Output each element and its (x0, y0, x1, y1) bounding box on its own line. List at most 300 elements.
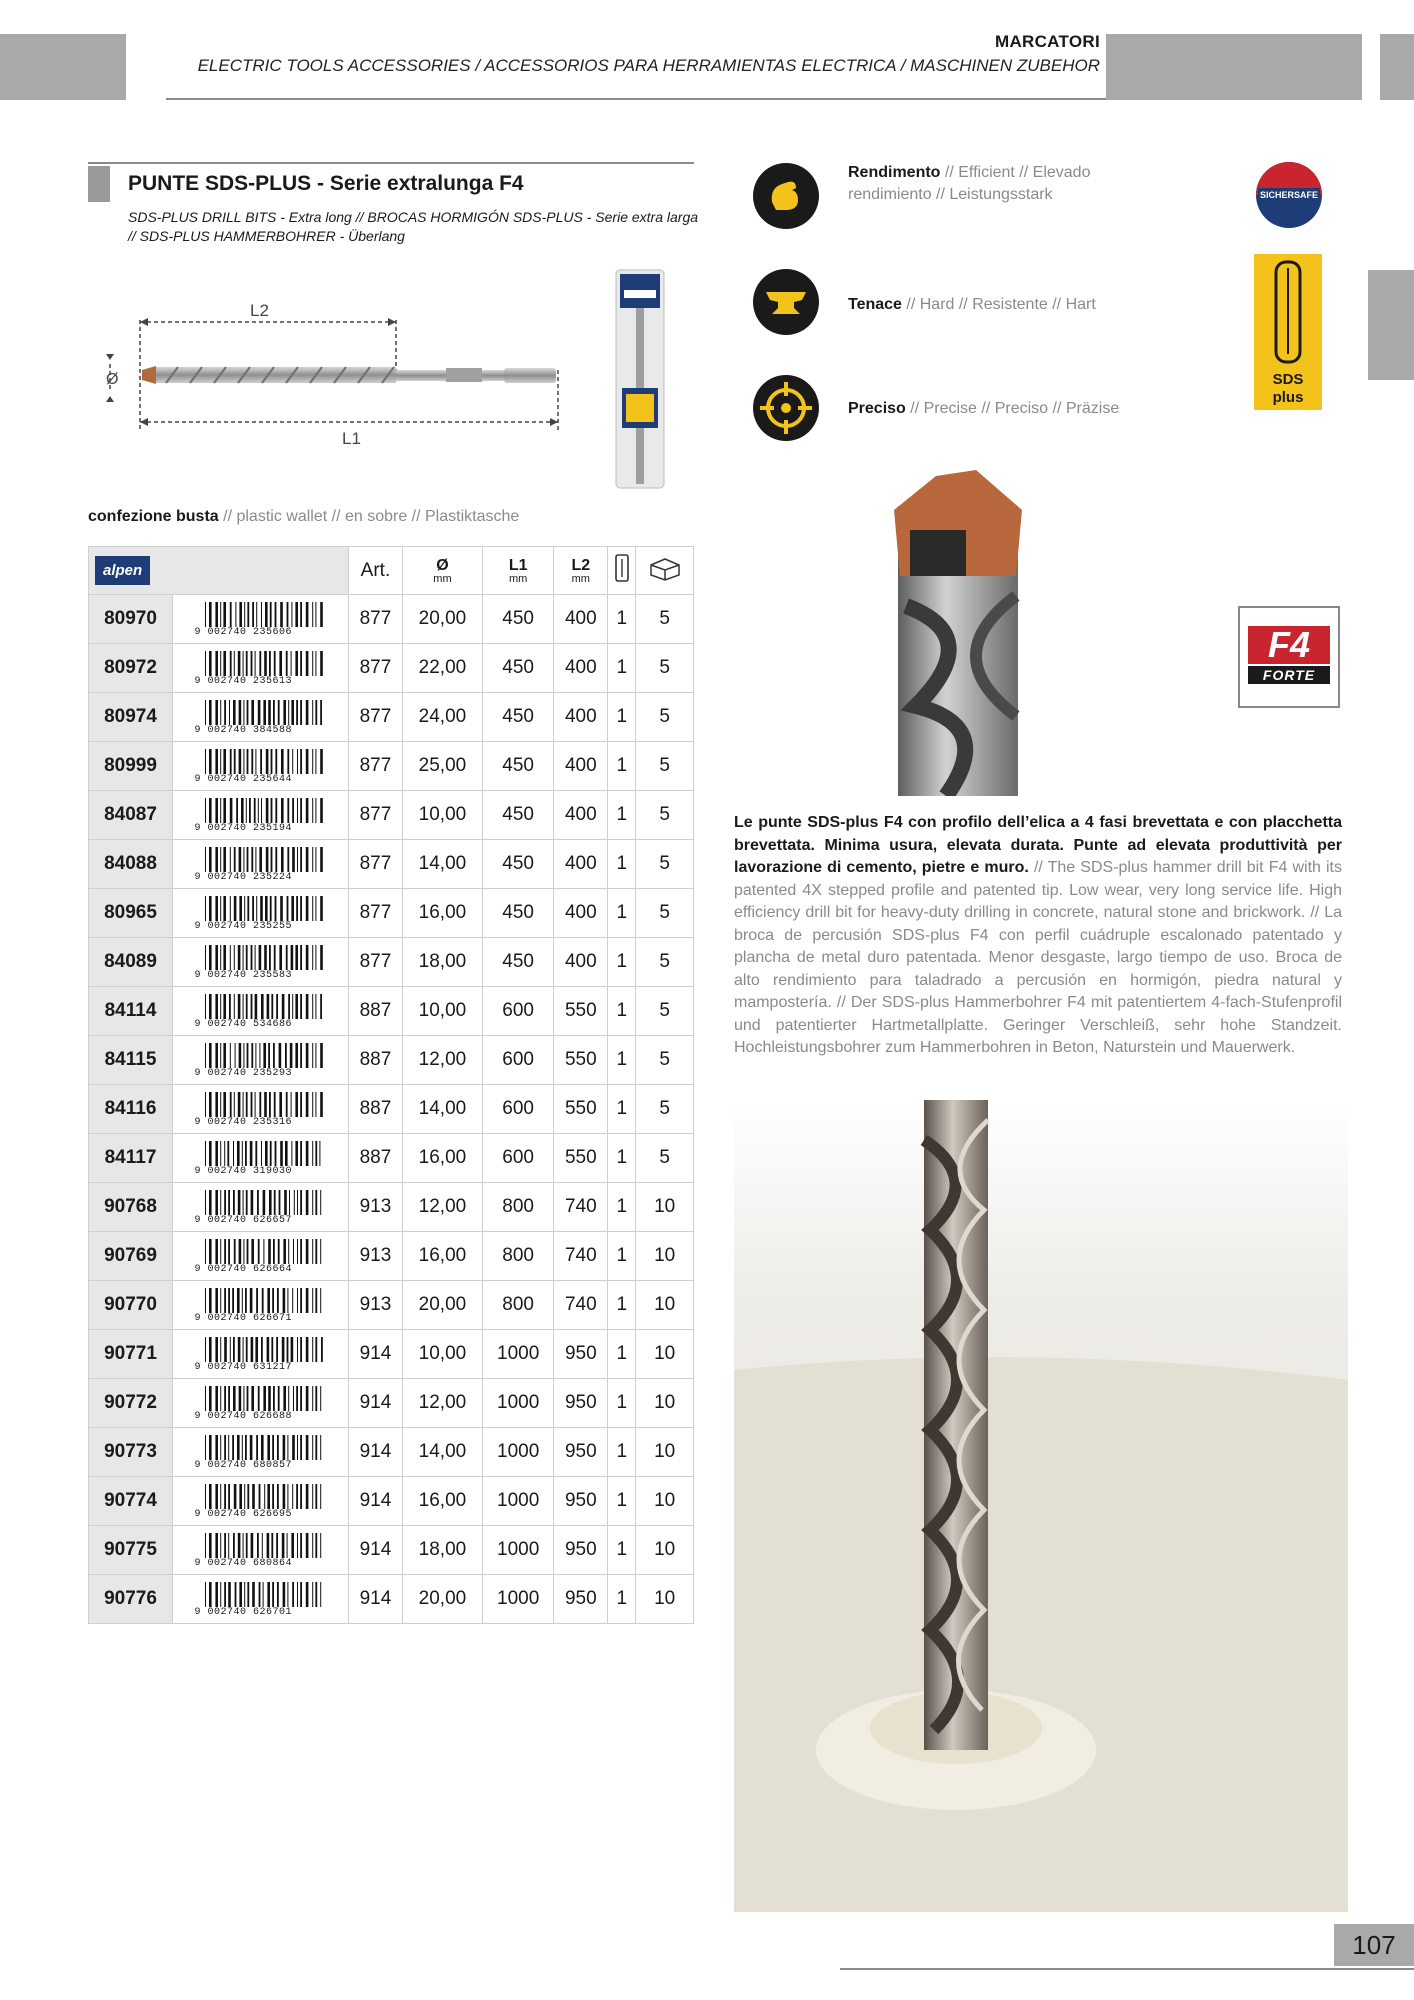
item-code: 80970 (89, 595, 173, 644)
page-subtitle: SDS-PLUS DRILL BITS - Extra long // BROCAS HORMIGÓN SDS-PLUS - Serie extra larga // SDS-PLUS HAMMERBOHRER - Überlang (128, 209, 699, 244)
cell-pack: 1 (608, 987, 636, 1036)
item-code: 84117 (89, 1134, 173, 1183)
cell-art: 914 (349, 1575, 403, 1624)
description-translations: // The SDS-plus hammer drill bit F4 with its patented 4X stepped profile and patented tip. Low wear, very long service life. High efficiency drill bit for heavy-duty drilling in concrete, natural stone and brickwork. // La broca de percusión SDS-plus F4 con perfil cuádruple escalonado patentado y plancha de metal duro patentada. Menor desgaste, largo tiempo de uso. Broca de alto rendimiento para taladrado a percusión en hormigón, piedra natural y mampostería. // Der SDS-plus Hammerbohrer F4 mit patentiertem 4-fach-Stufenprofil und patentierter Hartmetallplatte. Geringer Verschleiß, sehr hohe Standzeit. Hochleistungsbohrer zum Hammerbohren in Beton, Naturstein und Mauerwerk. (734, 859, 1342, 1056)
anvil-icon (752, 268, 820, 336)
item-code: 90771 (89, 1330, 173, 1379)
cell-box: 5 (636, 840, 694, 889)
footer-divider (840, 1968, 1414, 1970)
barcode-bars (205, 602, 323, 628)
cell-l1: 450 (482, 742, 553, 791)
cell-dia: 14,00 (402, 1085, 482, 1134)
barcode-cell (173, 1183, 349, 1232)
item-code: 90773 (89, 1428, 173, 1477)
table-row (89, 1232, 694, 1281)
table-row (89, 1477, 694, 1526)
cell-box: 5 (636, 595, 694, 644)
table-row (89, 1134, 694, 1183)
table-header-row (89, 547, 694, 595)
cell-pack: 1 (608, 1477, 636, 1526)
cell-l1: 1000 (482, 1330, 553, 1379)
feature-tenace-translations: // Hard // Resistente // Hart (901, 296, 1096, 313)
barcode-cell (173, 595, 349, 644)
barcode-cell (173, 742, 349, 791)
title-marker (88, 166, 110, 202)
cell-art: 877 (349, 840, 403, 889)
diagram-label-diameter: Ø (106, 371, 119, 388)
feature-preciso-translations: // Precise // Preciso // Präzise (905, 400, 1120, 417)
cell-pack: 1 (608, 889, 636, 938)
table-row (89, 1575, 694, 1624)
barcode-cell (173, 1085, 349, 1134)
cell-l2: 950 (554, 1428, 608, 1477)
plastic-wallet-image (614, 268, 666, 490)
side-section-tab (1368, 270, 1414, 380)
header-title (198, 32, 1100, 76)
sds-plus-badge (1254, 254, 1322, 410)
barcode (195, 1139, 327, 1177)
cell-l2: 400 (554, 889, 608, 938)
cell-art: 877 (349, 889, 403, 938)
cell-l1: 600 (482, 1036, 553, 1085)
barcode-cell (173, 1526, 349, 1575)
cell-pack: 1 (608, 742, 636, 791)
barcode-bars (205, 1141, 323, 1167)
barcode-number: 9 002740 235644 (195, 774, 327, 785)
item-code: 80999 (89, 742, 173, 791)
barcode-bars (205, 1092, 323, 1118)
table-row (89, 1183, 694, 1232)
cell-l2: 950 (554, 1575, 608, 1624)
table-row (89, 742, 694, 791)
item-code: 84089 (89, 938, 173, 987)
crosshair-icon (752, 374, 820, 442)
barcode-bars (205, 749, 323, 775)
barcode-bars (205, 1043, 323, 1069)
col-l2-unit: mm (571, 572, 590, 585)
cell-l2: 550 (554, 1036, 608, 1085)
barcode (195, 943, 327, 981)
barcode-bars (205, 896, 323, 922)
barcode-bars (205, 651, 323, 677)
cell-box: 5 (636, 987, 694, 1036)
cell-pack: 1 (608, 1085, 636, 1134)
barcode (195, 1286, 327, 1324)
f4-forte-logo (1238, 606, 1340, 708)
barcode-bars (205, 798, 323, 824)
cell-l2: 740 (554, 1232, 608, 1281)
item-code: 80972 (89, 644, 173, 693)
cell-dia: 10,00 (402, 987, 482, 1036)
cell-l2: 550 (554, 1134, 608, 1183)
cell-l1: 1000 (482, 1575, 553, 1624)
cell-l1: 800 (482, 1232, 553, 1281)
cell-box: 10 (636, 1330, 694, 1379)
item-code: 90770 (89, 1281, 173, 1330)
sichersafe-badge (1254, 160, 1324, 230)
cell-l1: 450 (482, 889, 553, 938)
diagram-label-l2: L2 (250, 301, 269, 320)
item-code: 84087 (89, 791, 173, 840)
barcode-number: 9 002740 235255 (195, 921, 327, 932)
cell-l1: 450 (482, 595, 553, 644)
barcode-bars (205, 1435, 323, 1461)
cell-pack: 1 (608, 1526, 636, 1575)
cell-box: 10 (636, 1183, 694, 1232)
item-code: 90776 (89, 1575, 173, 1624)
cell-l1: 450 (482, 644, 553, 693)
barcode-bars (205, 1386, 323, 1412)
cell-l2: 400 (554, 644, 608, 693)
barcode-number: 9 002740 235293 (195, 1068, 327, 1079)
col-diameter (402, 547, 482, 595)
table-row (89, 1036, 694, 1085)
cell-l1: 1000 (482, 1428, 553, 1477)
barcode (195, 1041, 327, 1079)
cell-art: 887 (349, 1134, 403, 1183)
barcode-cell (173, 693, 349, 742)
cell-box: 5 (636, 693, 694, 742)
item-code: 80974 (89, 693, 173, 742)
cell-art: 914 (349, 1428, 403, 1477)
cell-pack: 1 (608, 1036, 636, 1085)
cell-box: 10 (636, 1575, 694, 1624)
cell-pack: 1 (608, 1428, 636, 1477)
cell-l2: 950 (554, 1379, 608, 1428)
cell-art: 914 (349, 1330, 403, 1379)
header-divider (166, 98, 1106, 100)
table-row (89, 1330, 694, 1379)
table-row (89, 595, 694, 644)
cell-pack: 1 (608, 1575, 636, 1624)
product-spec-table (88, 546, 694, 1624)
barcode-number: 9 002740 235316 (195, 1117, 327, 1128)
cell-l1: 800 (482, 1281, 553, 1330)
barcode (195, 894, 327, 932)
cell-dia: 18,00 (402, 1526, 482, 1575)
feature-rendimento-translations: // Efficient // Elevado rendimiento // Leistungsstark (848, 164, 1091, 203)
barcode-cell (173, 840, 349, 889)
barcode-number: 9 002740 631217 (195, 1362, 327, 1373)
cell-l1: 1000 (482, 1477, 553, 1526)
barcode-cell (173, 1036, 349, 1085)
cell-dia: 16,00 (402, 889, 482, 938)
header-category: MARCATORI (994, 32, 1100, 51)
item-code: 90774 (89, 1477, 173, 1526)
cell-dia: 14,00 (402, 1428, 482, 1477)
item-code: 80965 (89, 889, 173, 938)
barcode-number: 9 002740 626664 (195, 1264, 327, 1275)
barcode-cell (173, 1134, 349, 1183)
single-pack-icon (614, 553, 630, 583)
cell-art: 914 (349, 1526, 403, 1575)
feature-tenace-label: Tenace (848, 296, 902, 313)
col-diameter-unit: mm (433, 572, 452, 585)
cell-box: 5 (636, 1036, 694, 1085)
table-row (89, 889, 694, 938)
barcode (195, 1384, 327, 1422)
feature-rendimento-label: Rendimento (848, 164, 941, 181)
cell-l2: 740 (554, 1183, 608, 1232)
barcode (195, 992, 327, 1030)
cell-pack: 1 (608, 1330, 636, 1379)
barcode-bars (205, 945, 323, 971)
plus-text: plus (1272, 389, 1304, 406)
cell-l2: 950 (554, 1330, 608, 1379)
barcode-cell (173, 791, 349, 840)
table-row (89, 1281, 694, 1330)
barcode (195, 600, 327, 638)
barcode-cell (173, 1477, 349, 1526)
barcode (195, 1335, 327, 1373)
cell-dia: 22,00 (402, 644, 482, 693)
barcode-cell (173, 1379, 349, 1428)
barcode-bars (205, 994, 323, 1020)
barcode (195, 1188, 327, 1226)
cell-pack: 1 (608, 1134, 636, 1183)
table-row (89, 693, 694, 742)
cell-l1: 1000 (482, 1379, 553, 1428)
table-row (89, 791, 694, 840)
drill-in-concrete-photo (734, 1100, 1348, 1912)
cell-art: 887 (349, 1085, 403, 1134)
cell-art: 914 (349, 1379, 403, 1428)
col-art-label: Art. (360, 559, 391, 581)
cell-box: 5 (636, 889, 694, 938)
package-label-main: confezione busta (88, 508, 219, 525)
col-l1-unit: mm (508, 572, 528, 585)
header-subtitle: ELECTRIC TOOLS ACCESSORIES / ACCESSORIOS PARA HERRAMIENTAS ELECTRICA / MASCHINEN ZUBEHOR (197, 56, 1100, 75)
cell-pack: 1 (608, 1281, 636, 1330)
barcode (195, 1090, 327, 1128)
cell-box: 10 (636, 1428, 694, 1477)
package-label-translations: // plastic wallet // en sobre // Plastiktasche (218, 508, 520, 525)
barcode-number: 9 002740 534686 (195, 1019, 327, 1030)
barcode-bars (205, 1533, 323, 1559)
col-pack (608, 547, 636, 595)
sichersafe-text: SICHERSAFE (1259, 190, 1319, 200)
cell-art: 913 (349, 1281, 403, 1330)
barcode-bars (205, 1190, 323, 1216)
barcode-number: 9 002740 235224 (195, 872, 327, 883)
box-icon (648, 555, 682, 581)
feature-preciso (848, 398, 1178, 420)
cell-dia: 20,00 (402, 1281, 482, 1330)
barcode (195, 1237, 327, 1275)
feature-preciso-label: Preciso (848, 400, 906, 417)
barcode-cell (173, 1281, 349, 1330)
cell-l1: 1000 (482, 1526, 553, 1575)
barcode (195, 1482, 327, 1520)
cell-pack: 1 (608, 1379, 636, 1428)
barcode-number: 9 002740 680857 (195, 1460, 327, 1471)
header-grey-block-mid (1106, 34, 1362, 100)
package-label (88, 508, 519, 526)
alpen-logo: alpen (95, 556, 150, 585)
table-row (89, 1085, 694, 1134)
cell-l2: 400 (554, 791, 608, 840)
barcode (195, 796, 327, 834)
header-grey-block-right (1380, 34, 1414, 100)
barcode-number: 9 002740 319030 (195, 1166, 327, 1177)
col-l1-label: L1 (508, 556, 528, 574)
cell-l1: 800 (482, 1183, 553, 1232)
barcode-bars (205, 1239, 323, 1265)
cell-dia: 10,00 (402, 791, 482, 840)
barcode-bars (205, 700, 323, 726)
cell-l2: 950 (554, 1526, 608, 1575)
drill-tip-photo (876, 466, 1056, 796)
cell-box: 10 (636, 1477, 694, 1526)
cell-l1: 600 (482, 987, 553, 1036)
cell-box: 5 (636, 1085, 694, 1134)
barcode-number: 9 002740 384588 (195, 725, 327, 736)
barcode-cell (173, 987, 349, 1036)
cell-l2: 950 (554, 1477, 608, 1526)
barcode-number: 9 002740 235583 (195, 970, 327, 981)
page-title: PUNTE SDS-PLUS - Serie extralunga F4 (128, 172, 524, 195)
cell-pack: 1 (608, 791, 636, 840)
cell-art: 877 (349, 742, 403, 791)
cell-art: 887 (349, 1036, 403, 1085)
cell-box: 10 (636, 1526, 694, 1575)
barcode-number: 9 002740 626695 (195, 1509, 327, 1520)
page-number: 107 (1334, 1924, 1414, 1966)
barcode-cell (173, 1232, 349, 1281)
cell-box: 5 (636, 1134, 694, 1183)
barcode-bars (205, 1337, 323, 1363)
cell-l1: 450 (482, 693, 553, 742)
item-code: 90775 (89, 1526, 173, 1575)
col-l1 (482, 547, 553, 595)
cell-pack: 1 (608, 644, 636, 693)
barcode-cell (173, 1575, 349, 1624)
barcode-number: 9 002740 626701 (195, 1607, 327, 1618)
barcode-bars (205, 1484, 323, 1510)
barcode-cell (173, 938, 349, 987)
cell-art: 913 (349, 1183, 403, 1232)
cell-box: 5 (636, 742, 694, 791)
table-row (89, 840, 694, 889)
item-code: 84116 (89, 1085, 173, 1134)
brand-logo-cell (89, 547, 349, 595)
barcode-number: 9 002740 626688 (195, 1411, 327, 1422)
cell-l1: 450 (482, 791, 553, 840)
product-description (734, 812, 1342, 1060)
barcode-cell (173, 1428, 349, 1477)
cell-dia: 16,00 (402, 1232, 482, 1281)
cell-dia: 20,00 (402, 1575, 482, 1624)
table-row (89, 1379, 694, 1428)
table-row (89, 1526, 694, 1575)
cell-art: 877 (349, 693, 403, 742)
cell-dia: 18,00 (402, 938, 482, 987)
barcode-bars (205, 1288, 323, 1314)
barcode (195, 1580, 327, 1618)
col-l2-label: L2 (571, 556, 591, 574)
cell-pack: 1 (608, 1183, 636, 1232)
title-rule (88, 162, 694, 164)
item-code: 84115 (89, 1036, 173, 1085)
table-row (89, 987, 694, 1036)
cell-dia: 25,00 (402, 742, 482, 791)
cell-dia: 12,00 (402, 1183, 482, 1232)
barcode-number: 9 002740 626671 (195, 1313, 327, 1324)
item-code: 90768 (89, 1183, 173, 1232)
forte-text: FORTE (1248, 666, 1330, 684)
cell-art: 887 (349, 987, 403, 1036)
barcode-number: 9 002740 235613 (195, 676, 327, 687)
item-code: 84114 (89, 987, 173, 1036)
item-code: 90772 (89, 1379, 173, 1428)
barcode-number: 9 002740 235194 (195, 823, 327, 834)
item-code: 90769 (89, 1232, 173, 1281)
cell-dia: 12,00 (402, 1036, 482, 1085)
cell-art: 877 (349, 938, 403, 987)
feature-tenace (848, 294, 1178, 316)
feature-rendimento (848, 162, 1178, 206)
table-body (89, 595, 694, 1624)
cell-pack: 1 (608, 693, 636, 742)
barcode (195, 1531, 327, 1569)
barcode (195, 845, 327, 883)
barcode-number: 9 002740 235606 (195, 627, 327, 638)
cell-art: 877 (349, 644, 403, 693)
cell-art: 913 (349, 1232, 403, 1281)
cell-l2: 400 (554, 742, 608, 791)
cell-l1: 450 (482, 938, 553, 987)
cell-l2: 400 (554, 840, 608, 889)
cell-dia: 16,00 (402, 1477, 482, 1526)
cell-dia: 12,00 (402, 1379, 482, 1428)
table-row (89, 938, 694, 987)
cell-l1: 600 (482, 1085, 553, 1134)
barcode-number: 9 002740 680864 (195, 1558, 327, 1569)
cell-dia: 24,00 (402, 693, 482, 742)
barcode (195, 698, 327, 736)
col-l2 (554, 547, 608, 595)
cell-dia: 20,00 (402, 595, 482, 644)
cell-l1: 600 (482, 1134, 553, 1183)
cell-art: 877 (349, 791, 403, 840)
hand-performance-icon (752, 162, 820, 230)
cell-box: 10 (636, 1232, 694, 1281)
barcode-cell (173, 889, 349, 938)
col-art (349, 547, 403, 595)
cell-l2: 550 (554, 987, 608, 1036)
barcode-number: 9 002740 626657 (195, 1215, 327, 1226)
barcode-bars (205, 1582, 323, 1608)
col-box (636, 547, 694, 595)
header-grey-block-left (0, 34, 126, 100)
barcode-cell (173, 1330, 349, 1379)
cell-pack: 1 (608, 1232, 636, 1281)
item-code: 84088 (89, 840, 173, 889)
f4-text: F4 (1248, 626, 1330, 664)
cell-l2: 550 (554, 1085, 608, 1134)
cell-l2: 740 (554, 1281, 608, 1330)
cell-l1: 450 (482, 840, 553, 889)
barcode (195, 1433, 327, 1471)
cell-l2: 400 (554, 938, 608, 987)
cell-box: 5 (636, 791, 694, 840)
sds-text: SDS (1272, 371, 1304, 388)
diagram-label-l1: L1 (342, 429, 361, 448)
cell-l2: 400 (554, 693, 608, 742)
cell-art: 877 (349, 595, 403, 644)
col-diameter-label: Ø (436, 556, 449, 574)
cell-pack: 1 (608, 840, 636, 889)
